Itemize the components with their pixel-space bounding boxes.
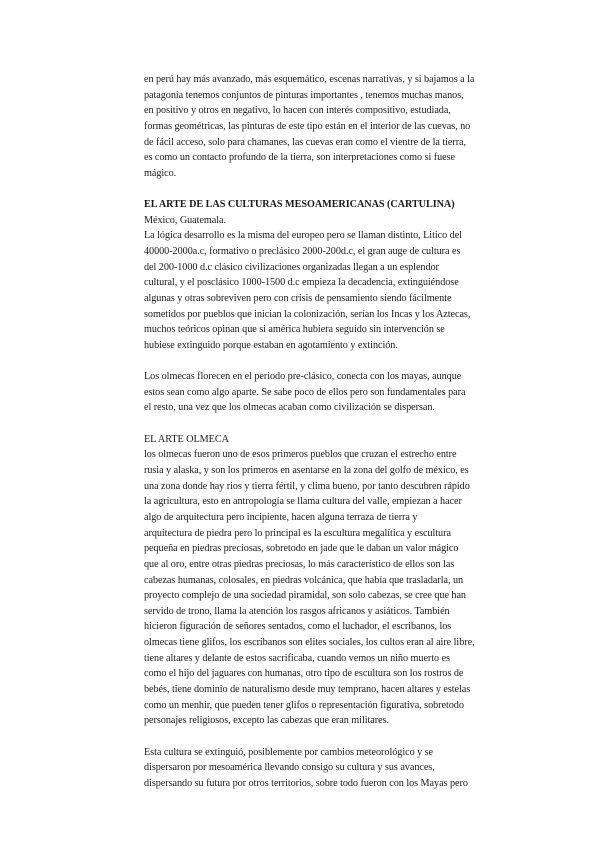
text-line: personajes religiosos, excepto las cabezas que eran militares. (144, 715, 389, 727)
text-line: como el hijo del jaguares con humanas, otro tipo de escultura son los rostros de (144, 668, 464, 680)
text-line: que al oro, entre otras piedras preciosas, lo más característico de ellos son las (144, 558, 455, 570)
text-line: olmecas tiene glifos, los escribanos son elites sociales, los cultos eran al aire libre, (144, 637, 475, 649)
text-line: La lógica desarrollo es la misma del europeo pero se llaman distinto, Litico del (144, 230, 462, 242)
text-line: los olmecas fueron uno de esos primeros pueblos que cruzan el estrecho entre (144, 449, 457, 461)
text-line: bebés, tiene dominio de naturalismo desde muy temprano, hacen altares y estelas (144, 683, 471, 695)
text-line: tiene altares y delante de estos sacrificaba, cuando vemos un niño muerto es (144, 652, 450, 664)
text-line: el resto, una vez que los olmecas acaban como civilización se dispersan. (144, 402, 435, 414)
section-heading: EL ARTE OLMECA (144, 433, 229, 445)
section-subheading: México, Guatemala. (144, 214, 226, 226)
blank-line (144, 354, 530, 370)
text-line: Esta cultura se extinguió, posiblemente por cambios meteorológico y se (144, 746, 434, 758)
document-page (144, 72, 530, 791)
text-line: es como un contacto profundo de la tierra, son interpretaciones como si fuese (144, 152, 456, 164)
section-olmeca (144, 432, 530, 729)
text-line: algunas y otras sobreviven pero con crisis de pensamiento siendo fácilmente (144, 292, 452, 304)
text-line: hicieron figuración de señores sentados, como el luchador, el escribanos, los (144, 621, 452, 633)
text-line: patagonia tenemos conjuntos de pinturas importantes , tenemos muchas manos, (144, 89, 464, 101)
text-line: estos sean como algo aparte. Se sabe poco de ellos pero son fundamentales para (144, 386, 466, 398)
paragraph-olmecas (144, 369, 530, 416)
blank-line (144, 729, 530, 745)
text-line: proyecto complejo de una sociedad piramidal, son solo cabezas, se cree que han (144, 590, 466, 602)
text-line: como un menhir, que pueden tener glifos o representación figurativa, sobretodo (144, 699, 464, 711)
paragraph-intro (144, 72, 530, 181)
text-line: una zona donde hay rios y tierra fértil, y clima bueno, por tanto descubren rápido (144, 480, 470, 492)
text-line: hubiese extinguido porque estaban en agotamiento y extinción. (144, 339, 398, 351)
section-heading: EL ARTE DE LAS CULTURAS MESOAMERICANAS (CARTULINA) (144, 199, 455, 211)
text-line: pequeña en piedras preciosas, sobretodo en jade que le daban un valor mágico (144, 543, 459, 555)
text-line: cabezas humanas, colosales, en piedras volcánica, que había que trasladarla, un (144, 574, 464, 586)
text-line: mágico. (144, 167, 177, 179)
text-line: rusia y alaska, y son los primeros en asentarse en la zona del golfo de méxico, es (144, 465, 469, 477)
text-line: sometidos por pueblos que inician la colonización, serían los Incas y los Aztecas, (144, 308, 471, 320)
text-line: la agricultura, esto en antropología se llama cultura del valle, empiezan a hacer (144, 496, 462, 508)
blank-line (144, 416, 530, 432)
paragraph-extincion (144, 745, 530, 792)
section-mesoamerica (144, 197, 530, 353)
text-line: muchos teóricos opinan que si américa hubiera seguido sin intervención se (144, 324, 445, 336)
text-line: dispersaron por mesoamérica llevando consigo su cultura y sus avances, (144, 762, 435, 774)
text-line: dispersando su futura por otros territorios, sobre todo fueron con los Mayas pero (144, 777, 468, 789)
text-line: servido de trono, llama la atención los rasgos africanos y asiáticos. También (144, 605, 450, 617)
text-line: cultural, y el posclásico 1000-1500 d.c empieza la decadencia, extinguiéndose (144, 277, 459, 289)
text-line: formas geométricas, las pinturas de este tipo están en el interior de las cuevas, no (144, 120, 471, 132)
text-line: arquitectura de piedra pero lo principal es la escultura megalítica y escultura (144, 527, 451, 539)
text-line: 40000-2000a.c, formativo o preclásico 2000-200d.c, el gran auge de cultura es (144, 246, 461, 258)
text-line: algo de arquitectura pero incipiente, hacen alguna terraza de tierra y (144, 511, 418, 523)
text-line: en perú hay más avanzado, más esquemático, escenas narrativas, y si bajamos a la (144, 74, 475, 85)
text-line: del 200-1000 d.c clásico civilizaciones organizadas llegan a un esplendor (144, 261, 439, 273)
text-line: Los olmecas florecen en el periodo pre-clásico, conecta con los mayas, aunque (144, 371, 462, 383)
blank-line (144, 181, 530, 197)
text-line: de fácil acceso, solo para chamanes, las cuevas eran como el vientre de la tierra, (144, 136, 467, 148)
text-line: en positivo y otros en negativo, lo hacen con interés compositivo, estudiada, (144, 105, 451, 117)
